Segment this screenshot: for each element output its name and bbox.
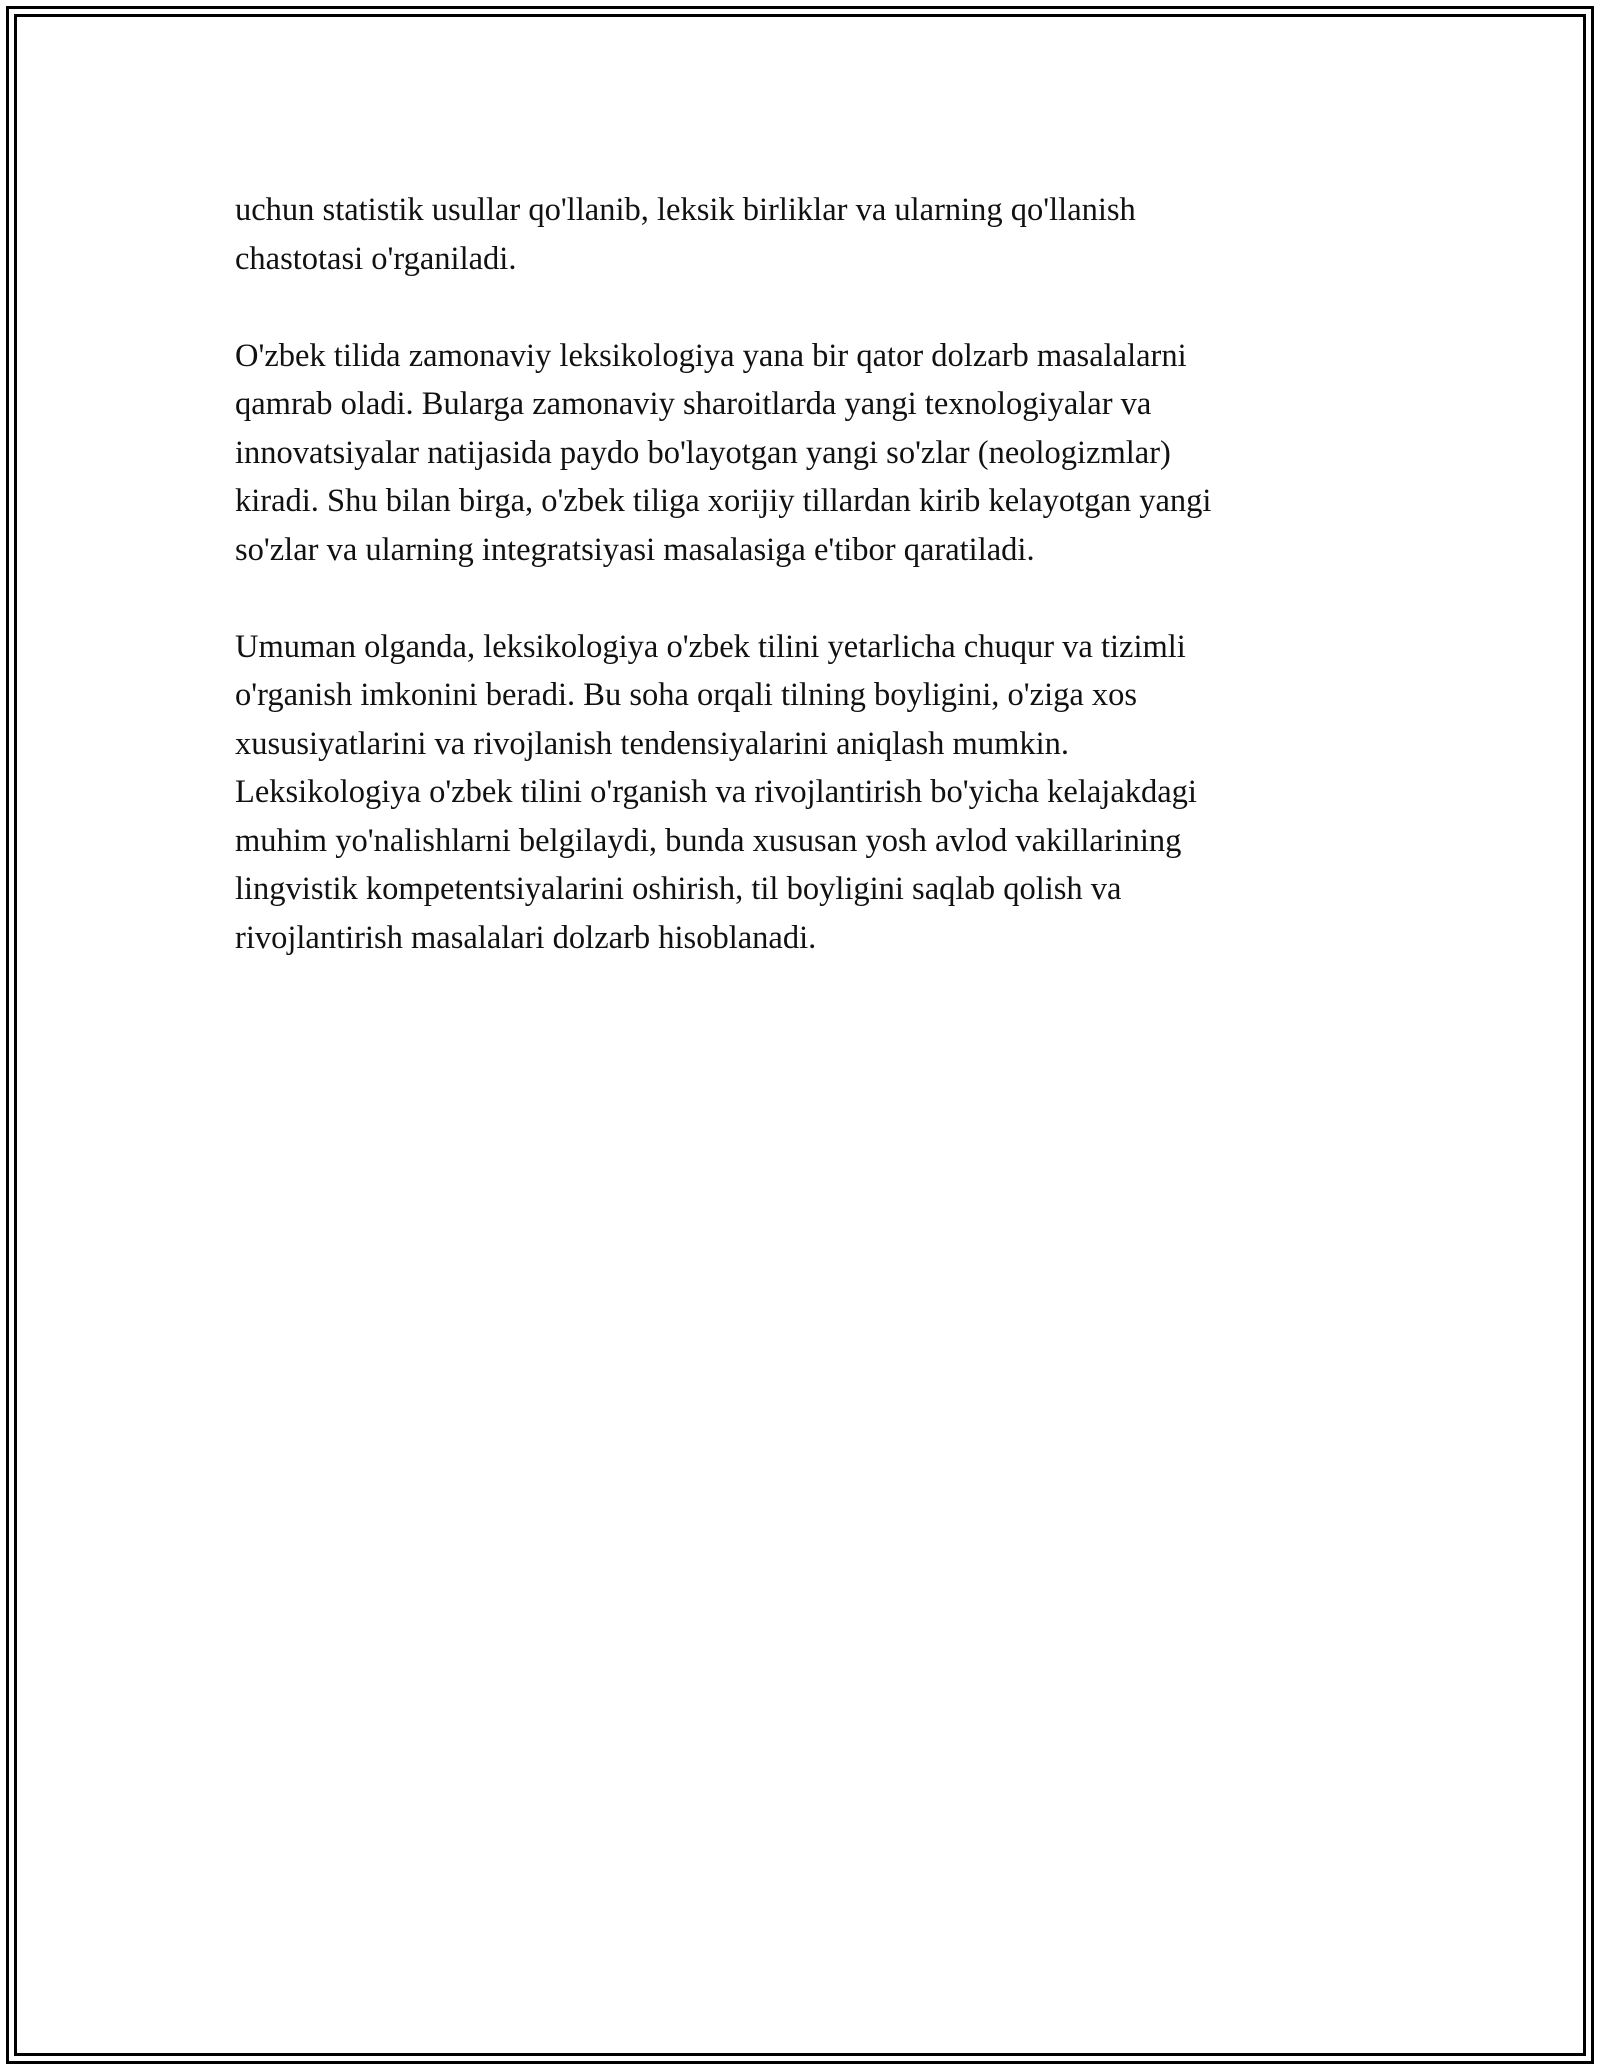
paragraph-3: Umuman olganda, leksikologiya o'zbek tilini yetarlicha chuqur va tizimli o'rganish imkonini beradi. Bu soha orqali tilning boyligini, o'ziga xos xususiyatlarini va rivojlanish tendensiyalarini aniqlash mumkin. Leksikologiya o'zbek tilini o'rganish va rivojlantirish bo'yicha kelajakdagi muhim yo'nalishlarni belgilaydi, bunda xususan yosh avlod vakillarining lingvistik kompetentsiyalarini oshirish, til boyligini saqlab qolish va rivojlantirish masalalari dolzarb hisoblanadi. xyxy=(235,628,1197,956)
paragraph-1: uchun statistik usullar qo'llanib, leksik birliklar va ularning qo'llanish chastotasi o'rganiladi. xyxy=(235,192,1136,277)
paragraph-2: O'zbek tilida zamonaviy leksikologiya yana bir qator dolzarb masalalarni qamrab oladi. Bularga zamonaviy sharoitlarda yangi texnologiyalar va innovatsiyalar natijasida paydo bo'layotgan yangi so'zlar (neologizmlar) kiradi. Shu bilan birga, o'zbek tiliga xorijiy tillardan kirib kelayotgan yangi so'zlar va ularning integratsiyasi masalasiga e'tibor qaratiladi. xyxy=(235,337,1212,568)
document-body xyxy=(235,186,1365,962)
